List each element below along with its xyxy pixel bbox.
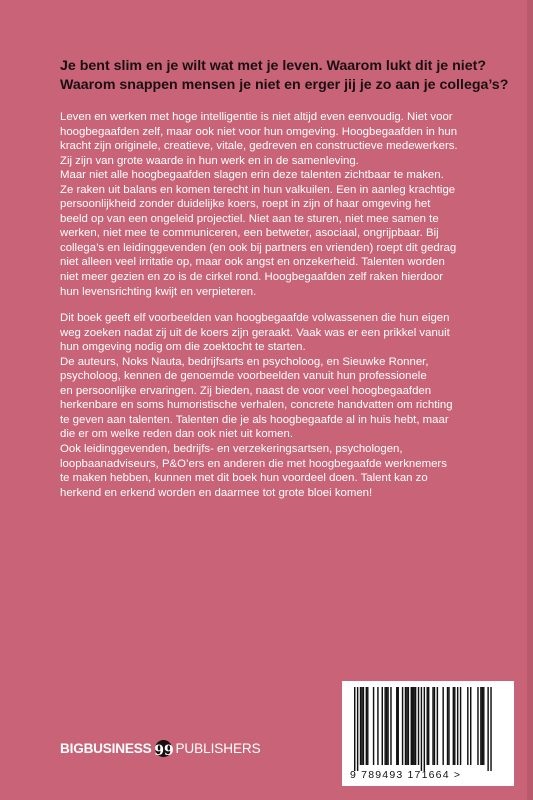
blurb-line: weg zoeken nadat zij uit de koers zijn geraakt. Vaak was er een prikkel vanuit bbox=[60, 326, 450, 339]
barcode-bar bbox=[428, 687, 429, 765]
barcode-bar bbox=[448, 687, 449, 765]
barcode-bar bbox=[460, 687, 461, 765]
blurb-paragraph-1 bbox=[60, 110, 510, 299]
barcode-bar bbox=[487, 687, 488, 771]
blurb-line: Ook leidinggevenden, bedrijfs- en verzekeringsartsen, psychologen, bbox=[60, 443, 403, 456]
barcode-bar bbox=[396, 687, 397, 765]
barcode-bar bbox=[418, 687, 419, 765]
blurb-line: psycholoog, kennen de genoemde voorbeelden vanuit hun professionele bbox=[60, 370, 427, 383]
paragraph-gap bbox=[60, 299, 510, 311]
barcode-bar bbox=[470, 687, 471, 765]
blurb-line: beeld op van een ongeleid projectiel. Niet aan te sturen, niet mee samen te bbox=[60, 212, 439, 225]
blurb-line: herkend en erkend worden en daarmee tot grote bloei komen! bbox=[60, 486, 373, 499]
barcode-bar bbox=[453, 687, 454, 765]
barcode-bar bbox=[483, 687, 484, 765]
barcode-bar bbox=[361, 687, 362, 765]
barcode-bar bbox=[408, 687, 409, 765]
blurb-line: loopbaanadviseurs, P&O’ers en anderen die met hoogbegaafde werknemers bbox=[60, 457, 447, 470]
barcode-bar bbox=[437, 687, 438, 765]
isbn-number: 9 789493 171664 > bbox=[350, 769, 462, 781]
blurb-line: te geven aan talenten. Talenten die je als hoogbegaafde al in huis hebt, maar bbox=[60, 413, 449, 426]
isbn-barcode bbox=[342, 681, 514, 786]
barcode-bar bbox=[467, 687, 468, 765]
blurb-line: niet meer gezien en zo is de cirkel rond. Hoogbegaafden zelf raken hierdoor bbox=[60, 271, 444, 284]
publisher-name-regular: PUBLISHERS bbox=[175, 741, 261, 756]
blurb-line: hun levensrichting kwijt en verpieteren. bbox=[60, 285, 257, 298]
barcode-bar bbox=[457, 687, 458, 765]
back-cover-blurb bbox=[60, 110, 510, 500]
blurb-paragraph-2 bbox=[60, 311, 510, 500]
barcode-bar bbox=[366, 687, 367, 765]
barcode-bar bbox=[442, 687, 443, 765]
barcode-bar bbox=[402, 687, 403, 765]
barcode-bar bbox=[373, 687, 374, 765]
barcode-bar bbox=[413, 687, 414, 765]
headline-line: Je bent slim en je wilt wat met je leven. Waarom lukt dit je niet? bbox=[60, 58, 486, 74]
barcode-bar bbox=[477, 687, 478, 765]
barcode-bar bbox=[454, 687, 455, 765]
barcode-bar bbox=[432, 687, 433, 765]
barcode-bar bbox=[434, 687, 435, 765]
blurb-line: werken, niet mee te communiceren, een betweter, asociaal, ongrijpbaar. Bij bbox=[60, 227, 439, 240]
blurb-line: Ze raken uit balans en komen terecht in hun valkuilen. Een in aanleg krachtige bbox=[60, 183, 456, 196]
blurb-line: persoonlijkheid zonder duidelijke koers, roept in zijn of haar omgeving het bbox=[60, 198, 431, 211]
barcode-bar bbox=[406, 687, 407, 765]
barcode-bar bbox=[386, 687, 387, 765]
barcode-bar bbox=[412, 687, 413, 765]
blurb-line: hoogbegaafden zelf, maar ook niet voor hun omgeving. Hoogbegaafden in hun bbox=[60, 125, 458, 138]
blurb-line: te maken hebben, kunnen met dit boek hun voordeel doen. Talent kan zo bbox=[60, 472, 428, 485]
barcode-bar bbox=[421, 687, 422, 771]
barcode-bar bbox=[363, 687, 364, 765]
quote-mark-icon: 99 bbox=[155, 740, 172, 757]
back-cover-headline bbox=[60, 57, 509, 95]
barcode-bar bbox=[427, 687, 428, 765]
barcode-bar bbox=[367, 687, 368, 765]
cover-edge-strip bbox=[527, 0, 533, 800]
barcode-bar bbox=[382, 687, 383, 765]
barcode-bar bbox=[387, 687, 388, 765]
publisher-logo bbox=[60, 740, 261, 757]
blurb-line: en persoonlijke ervaringen. Zij bieden, naast de voor veel hoogbegaafden bbox=[60, 384, 432, 397]
blurb-line: herkenbare en soms humoristische verhalen, concrete handvatten om richting bbox=[60, 399, 453, 412]
barcode-bar bbox=[390, 687, 391, 765]
blurb-line: die er om welke reden dan ook niet uit komen. bbox=[60, 428, 294, 441]
barcode-bar bbox=[405, 687, 406, 765]
blurb-line: Dit boek geeft elf voorbeelden van hoogbegaafde volwassenen die hun eigen bbox=[60, 312, 450, 325]
barcode-bar bbox=[480, 687, 481, 765]
blurb-line: De auteurs, Noks Nauta, bedrijfsarts en psycholoog, en Sieuwke Ronner, bbox=[60, 355, 429, 368]
headline-line: Waarom snappen mensen je niet en erger jij je zo aan je collega’s? bbox=[60, 77, 509, 93]
barcode-bar bbox=[411, 687, 412, 765]
blurb-line: kracht zijn originele, creatieve, vitale, gedreven en constructieve medewerkers. bbox=[60, 140, 458, 153]
blurb-line: hun omgeving nodig om die zoektocht te starten. bbox=[60, 341, 306, 354]
barcode-bar bbox=[490, 687, 491, 771]
barcode-bar bbox=[398, 687, 399, 765]
publisher-name-bold: BIGBUSINESS bbox=[60, 741, 152, 756]
barcode-bar bbox=[482, 687, 483, 765]
barcode-bar bbox=[415, 687, 416, 765]
barcode-bar bbox=[447, 687, 448, 765]
barcode-bar bbox=[424, 687, 425, 771]
barcode-bar bbox=[384, 687, 385, 765]
blurb-line: Leven en werken met hoge intelligentie is niet altijd even eenvoudig. Niet voor bbox=[60, 111, 453, 123]
barcode-bar bbox=[357, 687, 358, 771]
blurb-line: collega’s en leidinggevenden (en ook bij partners en vrienden) roept dit gedrag bbox=[60, 241, 457, 254]
barcode-bar bbox=[360, 687, 361, 765]
barcode-bar bbox=[377, 687, 378, 765]
barcode-bar bbox=[354, 687, 355, 771]
blurb-line: Zij zijn van grote waarde in hun werk en in de samenleving. bbox=[60, 154, 359, 167]
blurb-line: niet alleen veel irritatie op, maar ook angst en onzekerheid. Talenten worden bbox=[60, 256, 445, 269]
blurb-line: Maar niet alle hoogbegaafden slagen erin deze talenten zichtbaar te maken. bbox=[60, 169, 444, 182]
